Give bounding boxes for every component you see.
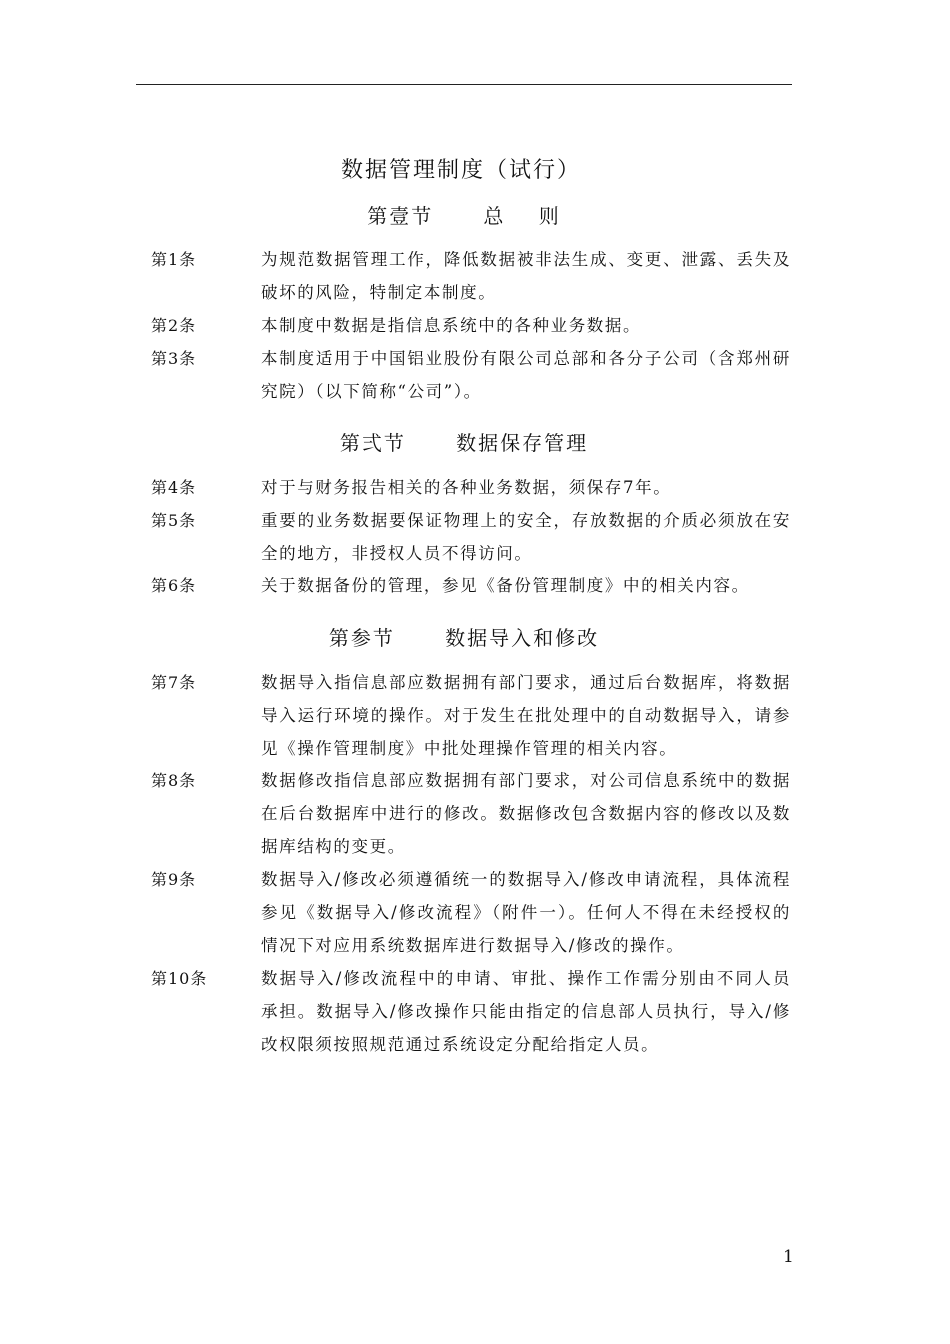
article-text: 为规范数据管理工作，降低数据被非法生成、变更、泄露、丢失及破坏的风险，特制定本制度。 [261,250,791,302]
article-text: 本制度中数据是指信息系统中的各种业务数据。 [261,316,642,335]
article-text: 数据修改指信息部应数据拥有部门要求，对公司信息系统中的数据在后台数据库中进行的修改。数据修改包含数据内容的修改以及数据库结构的变更。 [261,771,791,856]
article-number: 第1条 [151,250,197,269]
article-number: 第6条 [151,576,197,595]
section-heading-1: 第壹节 总 则 [367,204,561,228]
article-text: 关于数据备份的管理，参见《备份管理制度》中的相关内容。 [261,576,750,595]
article-text: 本制度适用于中国铝业股份有限公司总部和各分子公司（含郑州研究院）（以下简称“公司”）。 [261,349,791,401]
section-heading-2: 第弍节 数据保存管理 [339,431,589,455]
article-text: 对于与财务报告相关的各种业务数据，须保存7年。 [261,478,672,497]
article-number: 第9条 [151,870,197,889]
article-number: 第5条 [151,511,197,530]
article-number: 第10条 [151,969,208,988]
header-rule [136,84,792,85]
article-text: 数据导入/修改必须遵循统一的数据导入/修改申请流程，具体流程参见《数据导入/修改流程》（附件一）。任何人不得在未经授权的情况下对应用系统数据库进行数据导入/修改的操作。 [261,870,791,955]
article-number: 第4条 [151,478,197,497]
article-text: 重要的业务数据要保证物理上的安全，存放数据的介质必须放在安全的地方，非授权人员不得访问。 [261,511,791,563]
article-text: 数据导入/修改流程中的申请、审批、操作工作需分别由不同人员承担。数据导入/修改操作只能由指定的信息部人员执行，导入/修改权限须按照规范通过系统设定分配给指定人员。 [261,969,791,1054]
article-number: 第7条 [151,673,197,692]
article-text: 数据导入指信息部应数据拥有部门要求，通过后台数据库，将数据导入运行环境的操作。对于发生在批处理中的自动数据导入，请参见《操作管理制度》中批处理操作管理的相关内容。 [261,673,791,758]
document-title: 数据管理制度（试行） [340,158,581,183]
article-number: 第3条 [151,349,197,368]
page-number: 1 [783,1247,794,1267]
section-heading-3: 第参节 数据导入和修改 [328,626,600,650]
article-number: 第2条 [151,316,197,335]
article-number: 第8条 [151,771,197,790]
